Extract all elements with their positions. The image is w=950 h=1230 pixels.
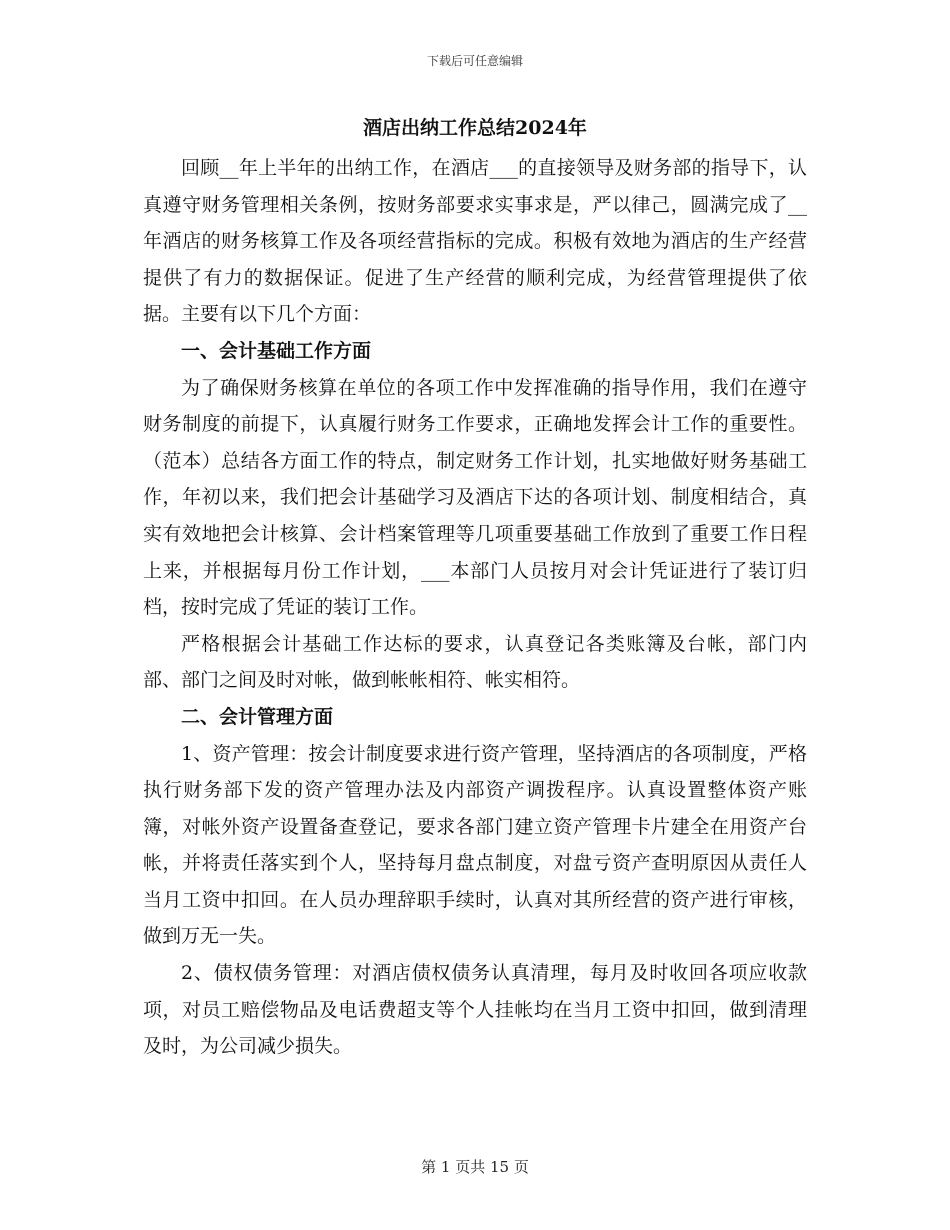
body-paragraph: 2、债权债务管理：对酒店债权债务认真清理，每月及时收回各项应收款项，对员工赔偿物品及电话费超支等个人挂帐均在当月工资中扣回，做到清理及时，为公司减少损失。: [143, 962, 807, 1058]
body-paragraph: 为了确保财务核算在单位的各项工作中发挥准确的指导作用，我们在遵守财务制度的前提下，认真履行财务工作要求，正确地发挥会计工作的重要性。（范本）总结各方面工作的特点，制定财务工作计划，扎实地做好财务基础工作，年初以来，我们把会计基础学习及酒店下达的各项计划、制度相结合，真实有效地把会计核算、会计档案管理等几项重要基础工作放到了重要工作日程上来，并根据每月份工作计划，___本部门人员按月对会计凭证进行了装订归档，按时完成了凭证的装订工作。: [143, 376, 807, 619]
body-paragraph: 严格根据会计基础工作达标的要求，认真登记各类账簿及台帐，部门内部、部门之间及时对帐，做到帐帐相符、帐实相符。: [143, 632, 807, 692]
page-header: 下载后可任意编辑: [426, 54, 523, 68]
document-body: [143, 150, 807, 1065]
document-title: 酒店出纳工作总结2024年: [363, 117, 587, 139]
page-footer: 第 1 页共 15 页: [421, 1158, 529, 1176]
intro-paragraph: 回顾__年上半年的出纳工作，在酒店___的直接领导及财务部的指导下，认真遵守财务管理相关条例，按财务部要求实事求是，严以律己，圆满完成了__年酒店的财务核算工作及各项经营指标的完成。积极有效地为酒店的生产经营提供了有力的数据保证。促进了生产经营的顺利完成，为经营管理提供了依据。主要有以下几个方面：: [143, 157, 807, 326]
section-heading-accounting-basics: 一、会计基础工作方面: [181, 339, 372, 362]
body-paragraph: 1、资产管理：按会计制度要求进行资产管理，坚持酒店的各项制度，严格执行财务部下发的资产管理办法及内部资产调拨程序。认真设置整体资产账簿，对帐外资产设置备查登记，要求各部门建立资产管理卡片建全在用资产台帐，并将责任落实到个人，坚持每月盘点制度，对盘亏资产查明原因从责任人当月工资中扣回。在人员办理辞职手续时，认真对其所经营的资产进行审核，做到万无一失。: [143, 742, 807, 948]
section-heading-accounting-management: 二、会计管理方面: [181, 705, 334, 728]
